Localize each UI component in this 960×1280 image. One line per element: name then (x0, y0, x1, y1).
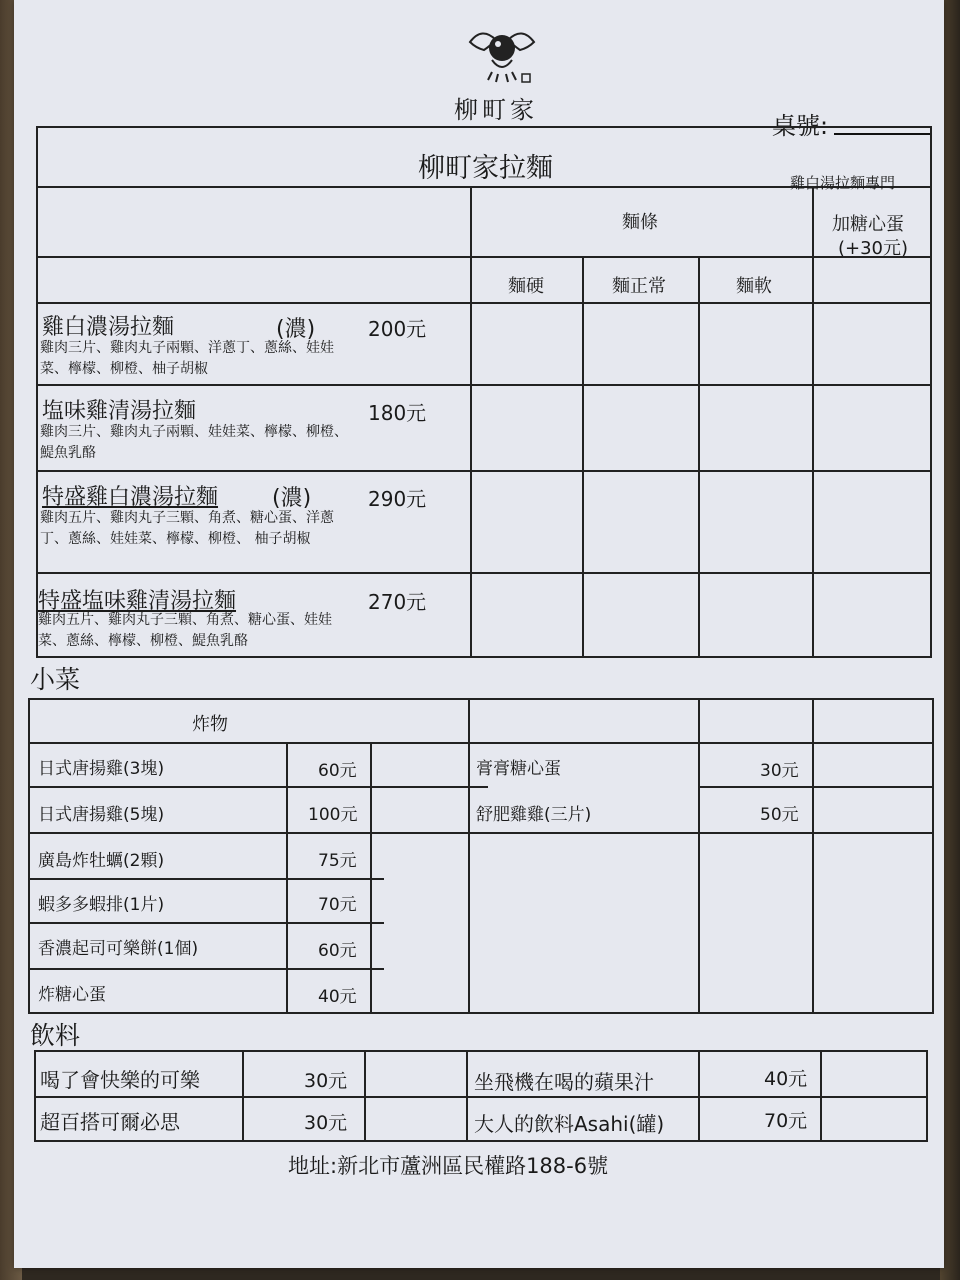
sides-section-title: 小菜 (30, 665, 81, 694)
table-number-label: 桌號: (772, 112, 829, 140)
ramen-item-desc: 雞肉五片、雞肉丸子三顆、角煮、糖心蛋、洋蔥丁、蔥絲、娃娃菜、檸檬、柳橙、 柚子胡椒 (40, 510, 334, 547)
drinks-section-title: 飲料 (30, 1021, 81, 1050)
side-item-name: 炸糖心蛋 (38, 985, 106, 1005)
ramen-item-name: 特盛塩味雞清湯拉麵 (38, 589, 237, 614)
side-item-name: 日式唐揚雞(5塊) (38, 805, 165, 825)
ramen-subtitle: 雞白湯拉麵專門 (790, 174, 896, 192)
side-item-name: 香濃起司可樂餅(1個) (38, 939, 199, 959)
side-item-price: 60元 (318, 761, 357, 781)
ramen-item-desc: 雞肉三片、雞肉丸子兩顆、娃娃菜、檸檬、柳橙、鯷魚乳酪 (40, 424, 348, 461)
side-item-price: 100元 (308, 805, 358, 825)
ramen-item-name: 雞白濃湯拉麵 (42, 315, 175, 340)
side-item-price: 50元 (760, 805, 799, 825)
ramen-item-name: 特盛雞白濃湯拉麵 (42, 485, 219, 510)
drink-item-name: 坐飛機在喝的蘋果汁 (474, 1070, 654, 1094)
side-item-name: 廣島炸牡蠣(2顆) (38, 851, 165, 871)
drink-item-price: 70元 (764, 1110, 808, 1132)
drink-item-name: 喝了會快樂的可樂 (40, 1068, 200, 1092)
noodle-header: 麵條 (622, 212, 658, 233)
fried-header: 炸物 (192, 714, 228, 735)
drink-item-price: 30元 (304, 1070, 348, 1092)
drink-item-price: 40元 (764, 1068, 808, 1090)
ramen-item-desc: 雞肉三片、雞肉丸子兩顆、洋蔥丁、蔥絲、娃娃菜、檸檬、柳橙、柚子胡椒 (40, 340, 334, 377)
ramen-item-price: 200元 (368, 317, 427, 341)
side-item-price: 30元 (760, 761, 799, 781)
col-soft: 麵軟 (736, 276, 772, 297)
drink-item-price: 30元 (304, 1112, 348, 1134)
col-hard: 麵硬 (508, 276, 544, 297)
address: 地址:新北市蘆洲區民權路188-6號 (288, 1154, 609, 1178)
ramen-item-price: 290元 (368, 487, 427, 511)
side-item-name: 舒肥雞雞(三片) (476, 805, 592, 825)
side-item-name: 蝦多多蝦排(1片) (38, 895, 165, 915)
ramen-item-desc: 雞肉五片、雞肉丸子三顆、角煮、糖心蛋、娃娃菜、蔥絲、檸檬、柳橙、鯷魚乳酪 (38, 612, 332, 649)
menu-paper (14, 0, 944, 1268)
side-item-price: 75元 (318, 851, 357, 871)
side-item-price: 60元 (318, 941, 357, 961)
ramen-item-name: 塩味雞清湯拉麵 (42, 399, 197, 424)
egg-header: 加糖心蛋 (832, 214, 904, 235)
side-item-price: 70元 (318, 895, 357, 915)
ramen-item-price: 270元 (368, 590, 427, 614)
egg-header-price: (+30元) (838, 238, 909, 259)
ramen-table (36, 126, 932, 658)
side-item-name: 日式唐揚雞(3塊) (38, 759, 165, 779)
col-normal: 麵正常 (612, 276, 666, 297)
ramen-item-tag: (濃) (276, 317, 316, 342)
side-item-name: 膏膏糖心蛋 (476, 759, 561, 779)
drink-item-name: 超百搭可爾必思 (40, 1110, 180, 1134)
side-item-price: 40元 (318, 987, 357, 1007)
ramen-title: 柳町家拉麵 (418, 153, 553, 184)
ramen-item-price: 180元 (368, 401, 427, 425)
ramen-item-tag: (濃) (272, 486, 312, 511)
brand-name: 柳町家 (454, 96, 538, 124)
drink-item-name: 大人的飲料Asahi(罐) (474, 1112, 665, 1136)
